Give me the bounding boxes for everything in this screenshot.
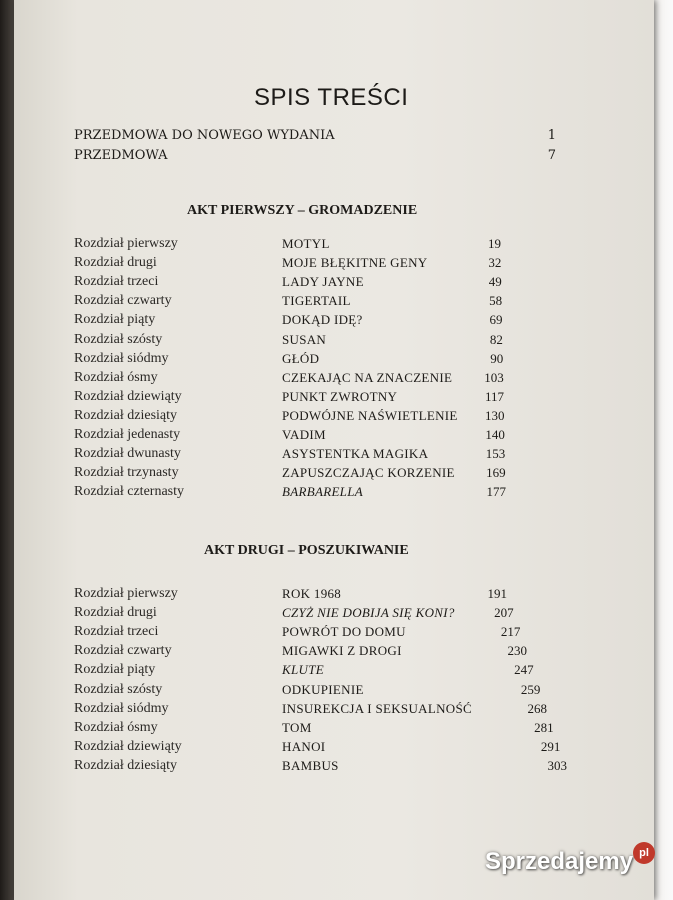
chapter-page-number: 230 [507,643,527,659]
act-heading: AKT PIERWSZY – GROMADZENIE [187,203,418,218]
chapter-page-number: 103 [484,369,504,385]
chapter-label: Rozdział piąty [74,312,156,328]
chapter-page-number: 268 [527,700,547,716]
chapter-title: ZAPUSZCZAJĄC KORZENIE [282,465,455,481]
toc-row [14,605,654,624]
chapter-title: HANOI [282,738,326,754]
chapter-title: DOKĄD IDĘ? [282,312,363,328]
chapter-page-number: 259 [520,681,541,697]
chapter-page-number: 58 [489,293,503,309]
chapter-title: CZYŻ NIE DOBIJA SIĘ KONI? [282,605,455,621]
chapter-title: MOJE BŁĘKITNE GENY [282,255,428,271]
chapter-page-number: 117 [485,388,505,404]
chapter-title: INSUREKCJA I SEKSUALNOŚĆ [282,700,472,716]
chapter-page-number: 191 [487,586,507,601]
book-page [14,0,654,900]
chapter-page-number: 291 [540,738,561,754]
toc-row [14,643,654,662]
chapter-title: BAMBUS [282,757,339,773]
chapter-title: PUNKT ZWROTNY [282,388,398,404]
chapter-page-number: 169 [486,465,506,481]
background-right [654,0,673,900]
chapter-title: GŁÓD [282,350,320,366]
front-matter-page: 7 [547,148,556,163]
chapter-title: VADIM [282,427,326,442]
front-matter-page: 1 [547,128,556,143]
toc-row [14,624,654,643]
toc-row [14,446,654,465]
watermark-badge: pl [633,842,655,864]
chapter-label: Rozdział piąty [74,662,156,678]
toc-row [14,351,654,370]
book-spine-shadow [0,0,14,900]
chapter-label: Rozdział siódmy [74,700,169,716]
chapter-label: Rozdział dziesiąty [74,407,178,423]
chapter-label: Rozdział trzeci [74,274,159,290]
toc-row [14,274,654,293]
chapter-page-number: 130 [484,407,505,423]
chapter-label: Rozdział szósty [74,331,163,347]
chapter-title: MOTYL [282,236,330,251]
chapter-page-number: 303 [547,757,567,773]
chapter-page-number: 49 [488,274,502,290]
chapter-title: ROK 1968 [282,586,342,601]
chapter-label: Rozdział trzynasty [74,465,179,481]
chapter-page-number: 19 [488,236,501,251]
toc-row [14,427,654,446]
chapter-label: Rozdział czwarty [74,293,172,309]
toc-row [14,586,654,605]
chapter-page-number: 281 [534,719,554,735]
chapter-title: POWRÓT DO DOMU [282,624,406,640]
act-heading: AKT DRUGI – POSZUKIWANIE [204,543,409,558]
chapter-label: Rozdział pierwszy [74,586,178,601]
chapter-title: PODWÓJNE NAŚWIETLENIE [282,407,458,423]
chapter-label: Rozdział siódmy [74,350,169,366]
chapter-label: Rozdział ósmy [74,369,158,385]
chapter-label: Rozdział dwunasty [74,446,181,462]
chapter-page-number: 90 [490,350,504,366]
chapter-page-number: 32 [488,255,502,271]
chapter-label: Rozdział czwarty [74,643,172,659]
toc-row [14,370,654,389]
toc-row [14,255,654,274]
toc-row [14,293,654,312]
chapter-label: Rozdział czternasty [74,484,185,500]
chapter-title: TOM [282,719,312,735]
chapter-page-number: 207 [494,605,514,621]
toc-row [14,312,654,331]
toc-row [14,701,654,720]
toc-row [14,389,654,408]
chapter-page-number: 82 [489,331,503,347]
chapter-label: Rozdział ósmy [74,719,158,735]
toc-row [14,739,654,758]
chapter-label: Rozdział dziesiąty [74,757,178,773]
chapter-page-number: 140 [485,427,505,442]
chapter-label: Rozdział trzeci [74,624,159,640]
toc-row [14,465,654,484]
chapter-label: Rozdział drugi [74,605,157,621]
toc-row [14,484,654,503]
watermark-logo-text: Sprzedajemy [485,848,634,875]
front-matter-title: PRZEDMOWA DO NOWEGO WYDANIA [74,128,335,143]
chapter-page-number: 177 [486,484,506,500]
chapter-title: TIGERTAIL [282,293,351,309]
chapter-label: Rozdział jedenasty [74,427,181,442]
chapter-title: CZEKAJĄC NA ZNACZENIE [282,369,453,385]
toc-row [14,682,654,701]
chapter-label: Rozdział szósty [74,681,163,697]
chapter-page-number: 69 [489,312,503,328]
toc-row [14,720,654,739]
toc-row [14,758,654,777]
toc-row [14,236,654,255]
front-matter-title: PRZEDMOWA [74,148,168,163]
chapter-page-number: 217 [500,624,521,640]
chapter-label: Rozdział dziewiąty [74,388,182,404]
chapter-label: Rozdział dziewiąty [74,738,182,754]
chapter-title: ASYSTENTKA MAGIKA [282,446,429,462]
page-title: SPIS TREŚCI [254,84,409,111]
chapter-title: LADY JAYNE [282,274,364,290]
chapter-title: KLUTE [282,662,324,678]
chapter-title: MIGAWKI Z DROGI [282,643,402,659]
chapter-title: BARBARELLA [282,484,363,500]
toc-row [14,408,654,427]
chapter-label: Rozdział pierwszy [74,236,178,251]
chapter-label: Rozdział drugi [74,255,157,271]
chapter-title: ODKUPIENIE [282,681,364,697]
chapter-title: SUSAN [282,331,327,347]
chapter-page-number: 247 [514,662,534,678]
toc-row [14,662,654,681]
chapter-page-number: 153 [485,446,506,462]
toc-row [14,332,654,351]
